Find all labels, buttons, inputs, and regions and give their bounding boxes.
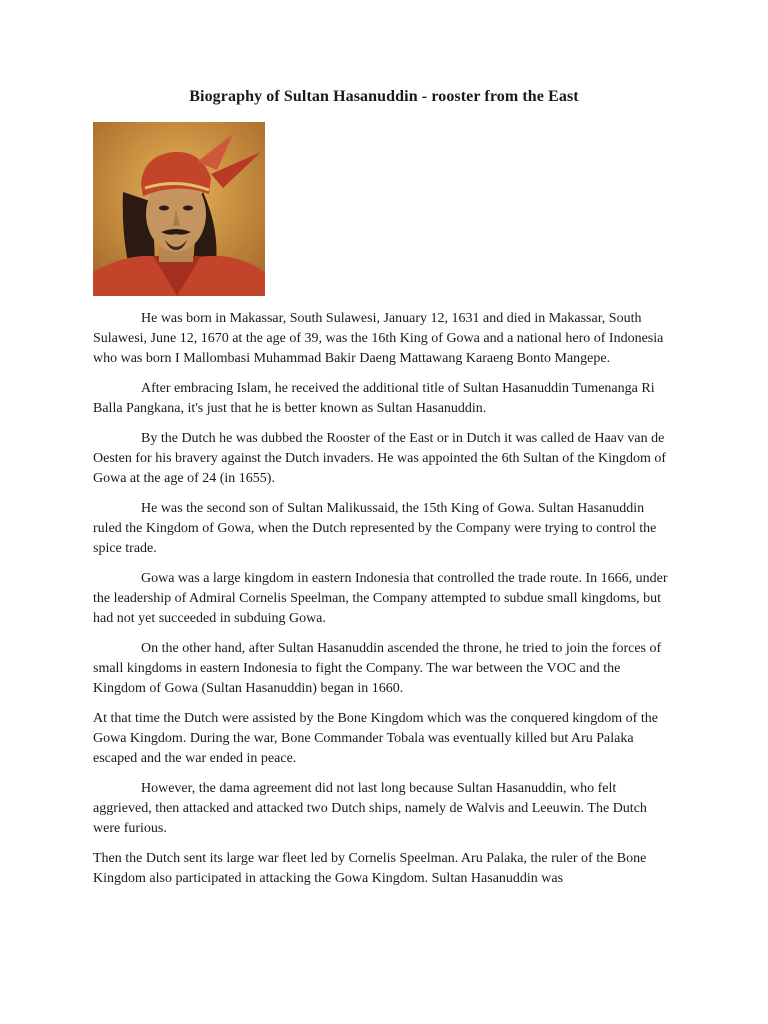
paragraph: By the Dutch he was dubbed the Rooster of the East or in Dutch it was called de Haav van de Oesten for his bravery against the Dutch invaders. He was appointed the 6th Sultan of the Kingdom of Gowa at the age of 24 (in 1655). [93,431,667,486]
paragraph: On the other hand, after Sultan Hasanuddin ascended the throne, he tried to join the forces of small kingdoms in eastern Indonesia to fight the Company. The war between the VOC and the Kingdom of Gowa (Sultan Hasanuddin) began in 1660. [93,641,662,696]
body-text [93,309,673,899]
paragraph: Gowa was a large kingdom in eastern Indonesia that controlled the trade route. In 1666, under the leadership of Admiral Cornelis Speelman, the Company attempted to subdue small kingdoms, but had not yet succeeded in subduing Gowa. [93,571,668,626]
paragraph: He was born in Makassar, South Sulawesi, January 12, 1631 and died in Makassar, South Sulawesi, June 12, 1670 at the age of 39, was the 16th King of Gowa and a national hero of Indonesia who was born I Mallombasi Muhammad Bakir Daeng Mattawang Karaeng Bonto Mangepe. [93,311,664,366]
paragraph: At that time the Dutch were assisted by the Bone Kingdom which was the conquered kingdom of the Gowa Kingdom. During the war, Bone Commander Tobala was eventually killed but Aru Palaka escaped and the war ended in peace. [93,711,658,766]
paragraph: However, the dama agreement did not last long because Sultan Hasanuddin, who felt aggrieved, then attacked and attacked two Dutch ships, namely de Walvis and Leeuwin. The Dutch were furious. [93,781,647,836]
paragraph: He was the second son of Sultan Malikussaid, the 15th King of Gowa. Sultan Hasanuddin ruled the Kingdom of Gowa, when the Dutch represented by the Company were trying to control the spice trade. [93,501,657,556]
portrait-illustration [93,122,265,296]
paragraph: After embracing Islam, he received the additional title of Sultan Hasanuddin Tumenanga Ri Balla Pangkana, it's just that he is better known as Sultan Hasanuddin. [93,381,655,416]
page-title: Biography of Sultan Hasanuddin - rooster from the East [189,88,579,105]
paragraph: Then the Dutch sent its large war fleet led by Cornelis Speelman. Aru Palaka, the ruler of the Bone Kingdom also participated in attacking the Gowa Kingdom. Sultan Hasanuddin was [93,851,647,886]
portrait-image [93,122,265,296]
